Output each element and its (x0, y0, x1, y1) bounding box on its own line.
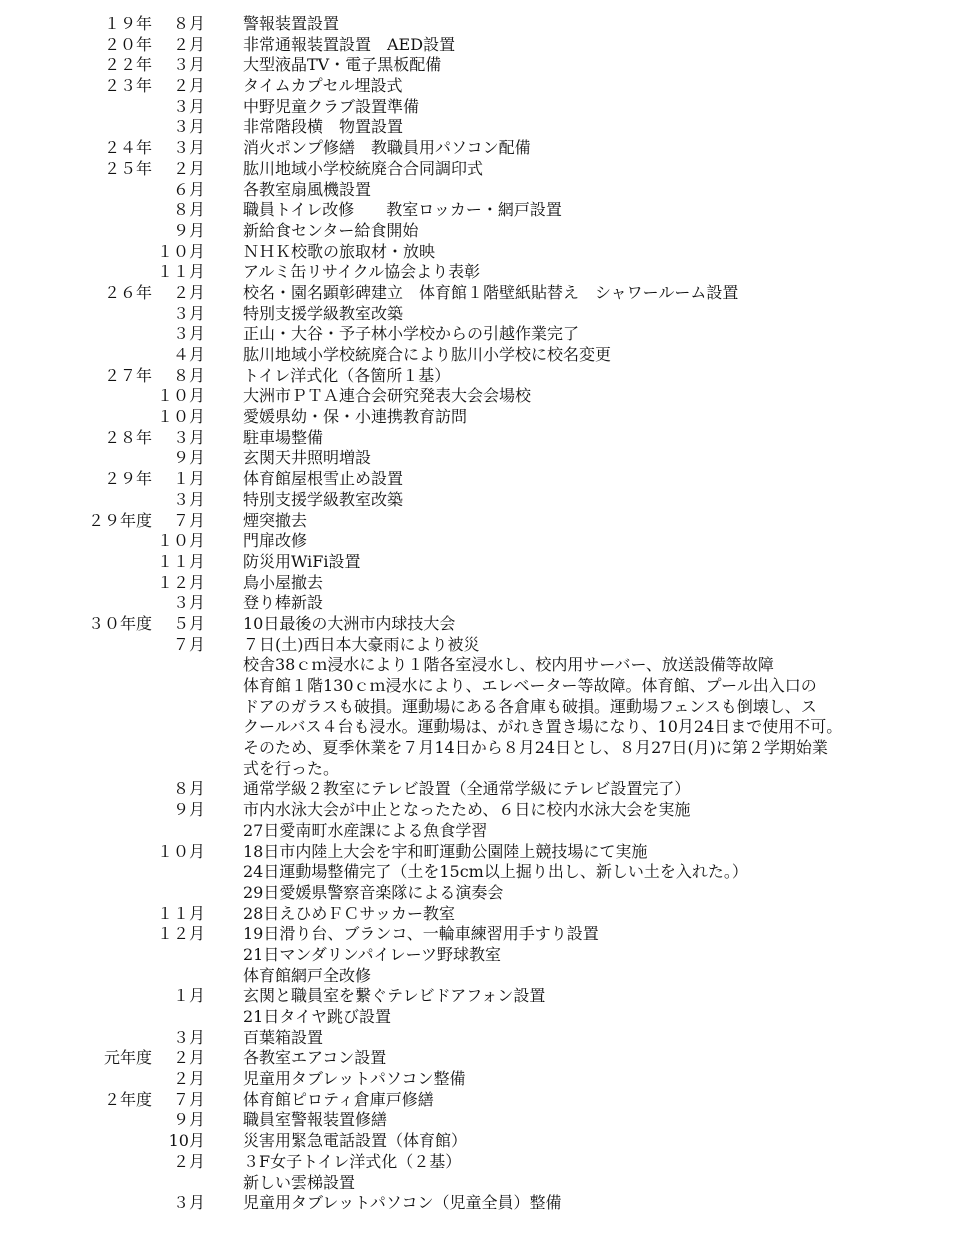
event-text: 各教室扇風機設置 (243, 179, 372, 199)
history-row (0, 200, 965, 221)
history-row (0, 759, 965, 780)
year-cell: ２６年 (103, 282, 152, 302)
month-cell: ４月 (172, 345, 205, 364)
month-cell (152, 862, 205, 883)
month-cell: １月 (172, 469, 205, 489)
month-cell: １０月 (156, 407, 205, 427)
history-row (0, 800, 965, 821)
event-text: 体育館屋根雪止め設置 (243, 469, 404, 489)
year-cell (0, 593, 152, 614)
history-row (0, 97, 965, 118)
history-row (0, 1069, 965, 1090)
year-cell: ２３年 (103, 76, 152, 96)
history-row (0, 262, 965, 283)
history-row (0, 966, 965, 987)
month-cell: ９月 (172, 1110, 205, 1130)
history-row (0, 345, 965, 366)
event-text: クールバス４台も浸水。運動場は、がれき置き場になり、10月24日まで使用不可。 (243, 717, 843, 737)
year-cell (0, 221, 152, 242)
history-row (0, 924, 965, 945)
month-cell (152, 883, 205, 904)
event-text: 24日運動場整備完了（土を15cm以上掘り出し、新しい土を入れた。） (243, 862, 748, 882)
year-cell (0, 800, 152, 821)
history-row (0, 717, 965, 738)
month-cell: ２月 (172, 158, 205, 178)
history-row (0, 1007, 965, 1028)
history-row (0, 531, 965, 552)
year-cell (0, 1110, 152, 1131)
event-text: 28日えひめＦＣサッカー教室 (243, 903, 456, 923)
year-cell (0, 635, 152, 656)
month-cell (152, 821, 205, 842)
event-text: 市内水泳大会が中止となったため、６日に校内水泳大会を実施 (243, 800, 691, 820)
month-cell: １２月 (156, 924, 205, 944)
history-row (0, 448, 965, 469)
month-cell (152, 1007, 205, 1028)
month-cell (152, 966, 205, 987)
event-text: 肱川地域小学校統廃合合同調印式 (243, 158, 484, 178)
year-cell (0, 842, 152, 863)
year-cell: ２７年 (103, 365, 152, 385)
year-cell (0, 966, 152, 987)
event-text: 校舎38ｃｍ浸水により１階各室浸水し、校内用サーバー、放送設備等故障 (243, 655, 774, 675)
month-cell: ３月 (172, 117, 205, 137)
month-cell: ３月 (172, 593, 205, 613)
event-text: 特別支援学級教室改築 (243, 303, 404, 323)
month-cell: ７月 (172, 1089, 205, 1109)
event-text: 正山・大谷・予子林小学校からの引越作業完了 (243, 324, 580, 344)
year-cell (0, 407, 152, 428)
year-cell (0, 738, 152, 759)
month-cell (152, 1173, 205, 1194)
event-text: 29日愛媛県警察音楽隊による演奏会 (243, 882, 504, 902)
event-text: 27日愛南町水産課による魚食学習 (243, 820, 488, 840)
event-text: 10日最後の大洲市内球技大会 (243, 613, 456, 633)
history-row (0, 883, 965, 904)
history-row (0, 324, 965, 345)
event-text: 児童用タブレットパソコン整備 (243, 1069, 466, 1089)
year-cell (0, 1152, 152, 1173)
event-text: ７日(土)西日本大豪雨により被災 (243, 634, 480, 654)
month-cell: ３月 (172, 1027, 205, 1047)
history-row (0, 986, 965, 1007)
history-row (0, 138, 965, 159)
month-cell: ３月 (172, 138, 205, 158)
history-row (0, 573, 965, 594)
year-cell: ２８年 (103, 427, 152, 447)
history-row (0, 842, 965, 863)
year-cell: ２９年度 (87, 510, 152, 530)
event-text: 防災用WiFi設置 (243, 551, 361, 571)
year-cell: ２９年 (103, 469, 152, 489)
event-text: 警報装置設置 (243, 14, 340, 33)
year-cell: ２４年 (103, 138, 152, 158)
year-cell (0, 883, 152, 904)
history-row (0, 862, 965, 883)
history-row (0, 490, 965, 511)
event-text: 特別支援学級教室改築 (243, 489, 404, 509)
history-row (0, 1131, 965, 1152)
year-cell (0, 759, 152, 780)
month-cell: １１月 (156, 262, 205, 282)
event-text: 消火ポンプ修繕 教職員用パソコン配備 (243, 138, 531, 158)
history-row (0, 35, 965, 56)
year-cell (0, 655, 152, 676)
month-cell: １１月 (156, 903, 205, 923)
history-row (0, 655, 965, 676)
history-row (0, 738, 965, 759)
year-cell (0, 200, 152, 221)
month-cell: １０月 (156, 841, 205, 861)
year-cell (0, 986, 152, 1007)
history-row (0, 386, 965, 407)
month-cell: ２月 (172, 1069, 205, 1089)
year-cell (0, 1193, 152, 1214)
month-cell (152, 697, 205, 718)
event-text: 大洲市ＰＴＡ連合会研究発表大会会場校 (243, 386, 532, 406)
year-cell: ２年度 (103, 1089, 152, 1109)
month-cell: ３月 (172, 1193, 205, 1213)
month-cell: ２月 (172, 34, 205, 54)
month-cell: ３月 (172, 324, 205, 344)
history-row (0, 366, 965, 387)
history-row (0, 180, 965, 201)
history-row (0, 1090, 965, 1111)
event-text: 非常通報装置設置 AED設置 (243, 34, 456, 54)
event-text: トイレ洋式化（各箇所１基） (243, 365, 451, 385)
history-row (0, 221, 965, 242)
year-cell (0, 1131, 152, 1152)
month-cell: １０月 (156, 531, 205, 551)
history-row (0, 159, 965, 180)
event-text: ３F女子トイレ洋式化（２基） (243, 1151, 462, 1171)
year-cell (0, 1007, 152, 1028)
event-text: 非常階段横 物置設置 (243, 117, 404, 137)
history-row (0, 283, 965, 304)
history-row (0, 407, 965, 428)
event-text: 玄関天井照明増設 (243, 448, 372, 468)
year-cell (0, 324, 152, 345)
event-text: 校名・園名顕彰碑建立 体育館１階壁紙貼替え シャワールーム設置 (243, 282, 739, 302)
event-text: ＮＨＫ校歌の旅取材・放映 (243, 241, 436, 261)
month-cell: ９月 (172, 800, 205, 820)
event-text: 百葉箱設置 (243, 1027, 324, 1047)
year-cell (0, 242, 152, 263)
event-text: 駐車場整備 (243, 427, 324, 447)
month-cell: ２月 (172, 1048, 205, 1068)
event-text: そのため、夏季休業を７月14日から８月24日とし、８月27日(月)に第２学期始業 (243, 738, 828, 758)
history-row (0, 593, 965, 614)
year-cell (0, 180, 152, 201)
event-text: 式を行った。 (243, 758, 340, 778)
history-row (0, 779, 965, 800)
event-text: 大型液晶TV・電子黒板配備 (243, 55, 442, 75)
history-row (0, 55, 965, 76)
history-row (0, 1110, 965, 1131)
year-cell (0, 904, 152, 925)
event-text: 体育館１階130ｃｍ浸水により、エレベーター等故障。体育館、プール出入口の (243, 676, 817, 695)
month-cell: ８月 (172, 200, 205, 220)
year-cell (0, 924, 152, 945)
month-cell: １０月 (156, 386, 205, 406)
year-cell (0, 717, 152, 738)
event-text: 各教室エアコン設置 (243, 1048, 387, 1068)
history-row (0, 635, 965, 656)
event-text: 愛媛県幼・保・小連携教育訪問 (243, 407, 468, 427)
month-cell: １２月 (156, 572, 205, 592)
history-row (0, 469, 965, 490)
year-cell (0, 1028, 152, 1049)
year-cell: ２５年 (103, 158, 152, 178)
event-text: 21日タイヤ跳び設置 (243, 1007, 392, 1026)
year-cell (0, 304, 152, 325)
history-row (0, 614, 965, 635)
month-cell: ３月 (172, 303, 205, 323)
year-cell: ３０年度 (87, 613, 152, 633)
event-text: 鳥小屋撤去 (243, 572, 324, 592)
month-cell: ３月 (172, 55, 205, 75)
month-cell (152, 655, 205, 676)
year-cell (0, 448, 152, 469)
history-row (0, 552, 965, 573)
month-cell: 10月 (168, 1131, 205, 1151)
month-cell: ９月 (172, 448, 205, 468)
history-row (0, 428, 965, 449)
year-cell (0, 573, 152, 594)
event-text: 門扉改修 (243, 531, 308, 551)
year-cell (0, 1173, 152, 1194)
month-cell: １１月 (156, 551, 205, 571)
month-cell: ３月 (172, 489, 205, 509)
event-text: アルミ缶リサイクル協会より表彰 (243, 262, 481, 282)
history-row (0, 676, 965, 697)
history-row (0, 14, 965, 35)
month-cell: ８月 (172, 365, 205, 385)
history-row (0, 1048, 965, 1069)
month-cell: ５月 (172, 613, 205, 633)
history-row (0, 304, 965, 325)
history-row (0, 117, 965, 138)
year-cell: ２０年 (103, 34, 152, 54)
year-cell (0, 862, 152, 883)
year-cell (0, 676, 152, 697)
month-cell (152, 759, 205, 780)
year-cell (0, 1069, 152, 1090)
month-cell: ６月 (172, 179, 205, 199)
year-cell (0, 386, 152, 407)
year-cell (0, 345, 152, 366)
event-text: 18日市内陸上大会を宇和町運動公園陸上競技場にて実施 (243, 841, 648, 861)
month-cell: １０月 (156, 241, 205, 261)
event-text: 21日マンダリンパイレーツ野球教室 (243, 944, 501, 964)
history-row (0, 1028, 965, 1049)
event-text: 体育館ピロティ倉庫戸修繕 (243, 1089, 434, 1109)
history-row (0, 76, 965, 97)
year-cell (0, 552, 152, 573)
month-cell: ２月 (172, 282, 205, 302)
year-cell (0, 779, 152, 800)
month-cell: ３月 (172, 427, 205, 447)
history-row (0, 1193, 965, 1214)
month-cell (152, 676, 205, 697)
year-cell (0, 490, 152, 511)
history-row (0, 821, 965, 842)
year-cell (0, 821, 152, 842)
month-cell: ７月 (172, 510, 205, 530)
event-text: 職員室警報装置修繕 (243, 1110, 388, 1130)
event-text: 体育館網戸全改修 (243, 965, 372, 985)
event-text: 煙突撤去 (243, 510, 308, 530)
year-cell (0, 117, 152, 138)
month-cell: ９月 (172, 220, 205, 240)
month-cell (152, 738, 205, 759)
year-cell (0, 97, 152, 118)
month-cell: ８月 (172, 14, 205, 33)
history-row (0, 945, 965, 966)
month-cell: ２月 (172, 76, 205, 96)
year-cell: 元年度 (103, 1048, 152, 1068)
event-text: タイムカプセル埋設式 (243, 76, 403, 96)
event-text: 災害用緊急電話設置（体育館） (243, 1131, 468, 1151)
history-row (0, 1152, 965, 1173)
event-text: 職員トイレ改修 教室ロッカー・網戸設置 (243, 200, 562, 220)
event-text: 玄関と職員室を繋ぐテレビドアフォン設置 (243, 986, 546, 1006)
event-text: ドアのガラスも破損。運動場にある各倉庫も破損。運動場フェンスも倒壊し、ス (243, 696, 817, 716)
month-cell: ７月 (172, 634, 205, 654)
year-cell (0, 262, 152, 283)
month-cell: ２月 (172, 1151, 205, 1171)
event-text: 新給食センター給食開始 (243, 220, 419, 240)
event-text: 児童用タブレットパソコン（児童全員）整備 (243, 1193, 562, 1213)
event-text: 通常学級２教室にテレビ設置（全通常学級にテレビ設置完了） (243, 779, 691, 799)
history-row (0, 242, 965, 263)
year-cell (0, 945, 152, 966)
event-text: 19日滑り台、ブランコ、一輪車練習用手すり設置 (243, 924, 599, 944)
history-row (0, 511, 965, 532)
history-row (0, 697, 965, 718)
history-row (0, 1173, 965, 1194)
history-row (0, 904, 965, 925)
month-cell: １月 (172, 986, 205, 1006)
event-text: 登り棒新設 (243, 593, 324, 613)
event-text: 中野児童クラブ設置準備 (243, 96, 420, 116)
history-list (0, 14, 965, 1214)
event-text: 新しい雲梯設置 (243, 1172, 356, 1192)
month-cell: ３月 (172, 96, 205, 116)
month-cell (152, 945, 205, 966)
year-cell: ２２年 (103, 55, 152, 75)
month-cell (152, 717, 205, 738)
month-cell: ８月 (172, 779, 205, 799)
year-cell: １９年 (103, 14, 152, 33)
year-cell (0, 697, 152, 718)
year-cell (0, 531, 152, 552)
event-text: 肱川地域小学校統廃合により肱川小学校に校名変更 (243, 345, 612, 364)
